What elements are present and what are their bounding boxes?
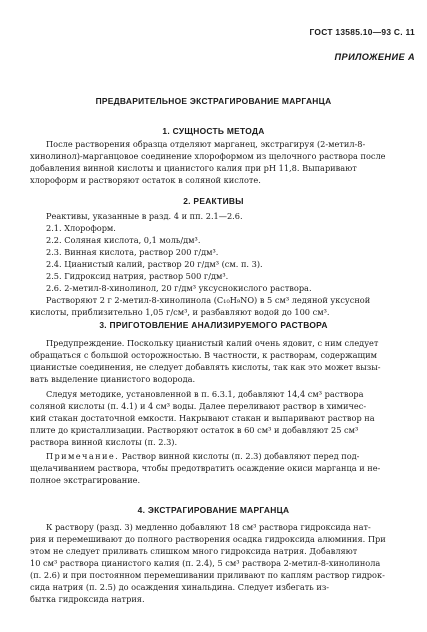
section-4-text [30, 521, 410, 605]
section-3-note [30, 450, 410, 486]
text-line: плите до кристаллизации. Растворяют остаток в 60 см³ и добавляют 25 см³ [30, 425, 359, 435]
text-line: полное экстрагирование. [30, 475, 141, 485]
list-item: 2.5. Гидроксид натрия, раствор 500 г/дм³. [46, 271, 229, 281]
section-2-heading: 2. РЕАКТИВЫ [183, 196, 244, 206]
text-line: соляной кислоты (п. 4.1) и 4 см³ воды. Далее переливают раствор в химичес- [30, 401, 367, 411]
list-item: 2.2. Соляная кислота, 0,1 моль/дм³. [46, 235, 201, 245]
text-line: К раствору (разд. 3) медленно добавляют 18 см³ раствора гидроксида нат- [46, 522, 371, 532]
list-item: 2.3. Винная кислота, раствор 200 г/дм³. [46, 247, 219, 257]
text-line: кислоты, приблизительно 1,05 г/см³, и разбавляют водой до 100 см³. [30, 307, 330, 317]
text-line: хинолинол)-марганцовое соединение хлороформом из щелочного раствора после [30, 151, 386, 161]
text-line: Реактивы, указанные в разд. 4 и пп. 2.1—2.6. [46, 211, 243, 221]
section-1-text [30, 138, 410, 186]
page-header: ГОСТ 13585.10—93 С. 11 [309, 27, 415, 37]
text-line: рия и перемешивают до полного растворения осадка гидроксида алюминия. При [30, 534, 386, 544]
text-line: щелачиванием раствора, чтобы предотвратить осаждение окиси марганца и не- [30, 463, 381, 473]
text-line: этом не следует приливать слишком много гидроксида натрия. Добавляют [30, 546, 358, 556]
section-2-text [30, 210, 410, 318]
note-text: Раствор винной кислоты (п. 2.3) добавляют перед под- [119, 451, 360, 461]
text-line: хлороформ и растворяют остаток в соляной кислоте. [30, 175, 261, 185]
text-line: После растворения образца отделяют марганец, экстрагируя (2-метил-8- [46, 139, 366, 149]
text-line: Растворяют 2 г 2-метил-8-хинолинола (C₁₀H₉NO) в 5 см³ ледяной уксусной [46, 295, 371, 305]
document-title: ПРЕДВАРИТЕЛЬНОЕ ЭКСТРАГИРОВАНИЕ МАРГАНЦА [95, 96, 332, 106]
list-item: 2.6. 2-метил-8-хинолинол, 20 г/дм³ уксуснокислого раствора. [46, 283, 312, 293]
list-item: 2.1. Хлороформ. [46, 223, 116, 233]
section-1-heading: 1. СУЩНОСТЬ МЕТОДА [162, 126, 265, 136]
appendix-label: ПРИЛОЖЕНИЕ А [334, 52, 415, 62]
section-3-heading: 3. ПРИГОТОВЛЕНИЕ АНАЛИЗИРУЕМОГО РАСТВОРА [99, 320, 328, 330]
text-line: добавления винной кислоты и цианистого калия при pH 11,8. Выпаривают [30, 163, 357, 173]
text-line: сида натрия (п. 2.5) до осаждения хинальдина. Следует избегать из- [30, 582, 330, 592]
text-line: обращаться с большой осторожностью. В частности, к растворам, содержащим [30, 350, 377, 360]
text-line: цианистые соединения, не следует добавлять кислоты, так как это может вызы- [30, 362, 381, 372]
note-label: Примечание. [46, 451, 120, 461]
section-3-warning [30, 337, 410, 385]
section-3-method [30, 388, 410, 448]
text-line: Предупреждение. Поскольку цианистый калий очень ядовит, с ним следует [46, 338, 379, 348]
section-4-heading: 4. ЭКСТРАГИРОВАНИЕ МАРГАНЦА [137, 505, 290, 515]
text-line: бытка гидроксида натрия. [30, 594, 145, 604]
text-line: 10 см³ раствора цианистого калия (п. 2.4), 5 см³ раствора 2-метил-8-хинолинола [30, 558, 381, 568]
text-line: кий стакан достаточной емкости. Накрывают стакан и выпаривают раствор на [30, 413, 375, 423]
text-line: Следуя методике, установленной в п. 6.3.1, добавляют 14,4 см³ раствора [46, 389, 364, 399]
text-line: (п. 2.6) и при постоянном перемешивании приливают по каплям раствор гидрок- [30, 570, 385, 580]
text-line: вать выделение цианистого водорода. [30, 374, 196, 384]
list-item: 2.4. Цианистый калий, раствор 20 г/дм³ (см. п. 3). [46, 259, 263, 269]
note-line [30, 450, 410, 462]
text-line: раствора винной кислоты (п. 2.3). [30, 437, 178, 447]
